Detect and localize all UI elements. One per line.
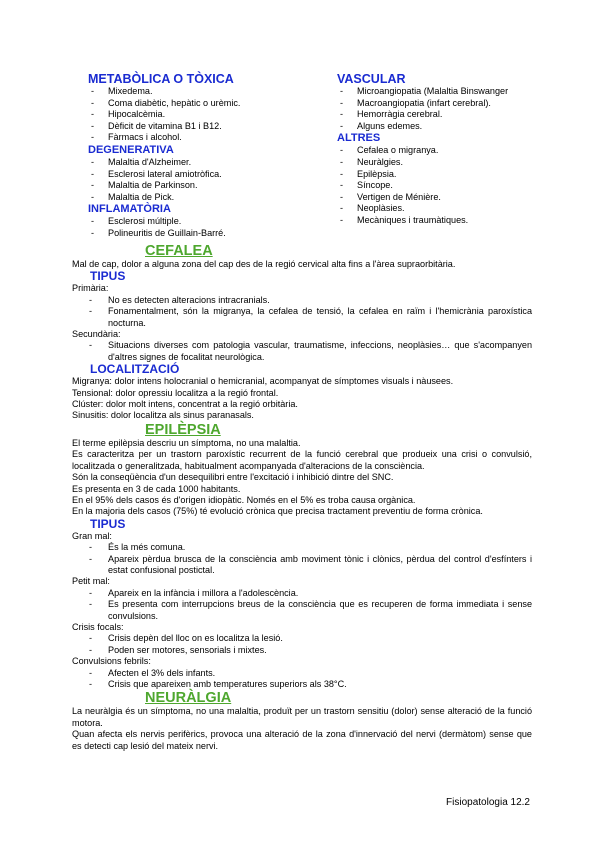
list-item: - Epilèpsia. <box>337 169 577 181</box>
list-item: - Microangiopatia (Malaltia Binswanger <box>337 86 577 98</box>
list-item: - Crisis depèn del lloc on es localitza la lesió. <box>72 633 532 644</box>
epilepsia-line: Es caracteritza per un trastorn paroxístic recurrent de la funció cerebral que produeix una crisi o convulsió, localitzada o generalitzada, habitualment acompanyada d'alteracions de la consciència. <box>72 449 532 471</box>
label-secundaria: Secundària: <box>72 329 121 340</box>
localitzacio-line: Migranya: dolor intens holocranial o hemicranial, acompanyat de símptomes visuals i nàusees. <box>72 376 454 387</box>
list-inflamatoria <box>88 216 333 239</box>
list-item: - Hipocalcèmia. <box>88 109 333 121</box>
heading-neuralgia: NEURÀLGIA <box>145 690 232 707</box>
list-item: - Hemorràgia cerebral. <box>337 109 577 121</box>
list-item: - Coma diabètic, hepàtic o urèmic. <box>88 98 333 110</box>
epilepsia-line: En la majoria dels casos (75%) té evolució crònica que precisa tractament preventiu de forma crònica. <box>72 506 483 517</box>
neuralgia-line: Quan afecta els nervis perifèrics, provoca una alteració de la zona d'innervació del nervi (dermàtom) sense que es detecti cap lesió del mateix nervi. <box>72 729 532 751</box>
list-item: - Situacions diverses com patologia vascular, traumatisme, infeccions, neoplàsies… que s'acompanyen d'altres signes de focalitat neurològica. <box>72 340 532 363</box>
heading-inflamatoria: INFLAMATÒRIA <box>88 203 171 216</box>
list-item: - Alguns edemes. <box>337 121 577 133</box>
list-item: - Apareix en la infància i millora a l'adolescència. <box>72 588 532 599</box>
label-crisis-focals: Crisis focals: <box>72 621 124 632</box>
main-content <box>72 243 532 752</box>
list-item: - Polineuritis de Guillain-Barré. <box>88 228 333 240</box>
list-metabolica <box>88 86 333 144</box>
list-item: - Cefalea o migranya. <box>337 145 577 157</box>
epilepsia-line: En el 95% dels casos és d'origen idiopàtic. Només en el 5% es troba causa orgànica. <box>72 494 416 505</box>
heading-cefalea-tipus: TIPUS <box>90 269 126 284</box>
list-primaria <box>72 295 532 329</box>
heading-metabolica: METABÒLICA O TÒXICA <box>88 72 234 86</box>
heading-epilepsia-tipus: TIPUS <box>90 516 126 531</box>
list-crisis-focals <box>72 633 532 656</box>
list-item: - Malaltia d'Alzheimer. <box>88 157 333 169</box>
list-item: - Afecten el 3% dels infants. <box>72 668 532 679</box>
list-item: - Esclerosi múltiple. <box>88 216 333 228</box>
list-item: - Neuràlgies. <box>337 157 577 169</box>
list-item: - Mixedema. <box>88 86 333 98</box>
list-item: - Fonamentalment, són la migranya, la cefalea de tensió, la cefalea en raïm i l'hemicrània paroxística nocturna. <box>72 306 532 329</box>
list-item: - Vertigen de Ménière. <box>337 192 577 204</box>
epilepsia-line: Són la conseqüència d'un desequilibri entre l'excitació i inhibició dintre del SNC. <box>72 472 394 483</box>
heading-degenerativa: DEGENERATIVA <box>88 143 174 156</box>
left-column <box>88 72 333 240</box>
localitzacio-line: Sinusitis: dolor localitza als sinus paranasals. <box>72 410 254 421</box>
list-item: - Macroangiopatia (infart cerebral). <box>337 98 577 110</box>
list-item: - Síncope. <box>337 180 577 192</box>
list-item: - Esclerosi lateral amiotròfica. <box>88 169 333 181</box>
list-item: - Malaltia de Pick. <box>88 192 333 204</box>
list-petit-mal <box>72 588 532 622</box>
epilepsia-line: Es presenta en 3 de cada 1000 habitants. <box>72 483 241 494</box>
list-altres <box>337 145 577 226</box>
heading-altres: ALTRES <box>337 132 381 145</box>
localitzacio-line: Tensional: dolor opressiu localitza a la regió frontal. <box>72 387 279 398</box>
localitzacio-line: Clúster: dolor molt intens, concentrat a la regió orbitària. <box>72 399 298 410</box>
list-gran-mal <box>72 542 532 576</box>
list-item: - Fàrmacs i alcohol. <box>88 132 333 144</box>
list-convulsions-febrils <box>72 668 532 691</box>
epilepsia-line: El terme epilèpsia descriu un símptoma, no una malaltia. <box>72 437 301 448</box>
cefalea-intro: Mal de cap, dolor a alguna zona del cap des de la regió cervical alta fins a l'àrea supraorbitària. <box>72 259 456 269</box>
neuralgia-line: La neuràlgia és un símptoma, no una malaltia, produït per un trastorn sensitiu (dolor) sense alteració de la funció motora. <box>72 706 532 728</box>
list-item: - Mecàniques i traumàtiques. <box>337 215 577 227</box>
list-secundaria <box>72 340 532 363</box>
heading-cefalea: CEFALEA <box>145 243 213 259</box>
list-vascular <box>337 86 577 132</box>
heading-localitzacio: LOCALITZACIÓ <box>90 362 180 377</box>
list-item: - Dèficit de vitamina B1 i B12. <box>88 121 333 133</box>
list-item: - Malaltia de Parkinson. <box>88 180 333 192</box>
list-item: - No es detecten alteracions intracranials. <box>72 295 532 306</box>
heading-epilepsia: EPILÈPSIA <box>145 421 221 438</box>
page-footer: Fisiopatologia 12.2 <box>446 797 530 808</box>
right-column <box>337 72 577 227</box>
list-item: - Poden ser motores, sensorials i mixtes. <box>72 645 532 656</box>
list-degenerativa <box>88 157 333 203</box>
list-item: - Crisis que apareixen amb temperatures superiors als 38°C. <box>72 679 532 690</box>
heading-vascular: VASCULAR <box>337 72 406 86</box>
label-gran-mal: Gran mal: <box>72 530 112 541</box>
label-petit-mal: Petit mal: <box>72 576 110 587</box>
list-item: - Es presenta com interrupcions breus de la consciència que es recuperen de forma immediata i sense convulsions. <box>72 599 532 622</box>
label-primaria: Primària: <box>72 283 109 294</box>
list-item: - Apareix pèrdua brusca de la consciència amb moviment tònic i clònics, pèrdua del control d'esfínters i estat confusional postictal. <box>72 554 532 577</box>
list-item: - Neoplàsies. <box>337 203 577 215</box>
list-item: - És la més comuna. <box>72 542 532 553</box>
label-convulsions-febrils: Convulsions febrils: <box>72 656 151 667</box>
